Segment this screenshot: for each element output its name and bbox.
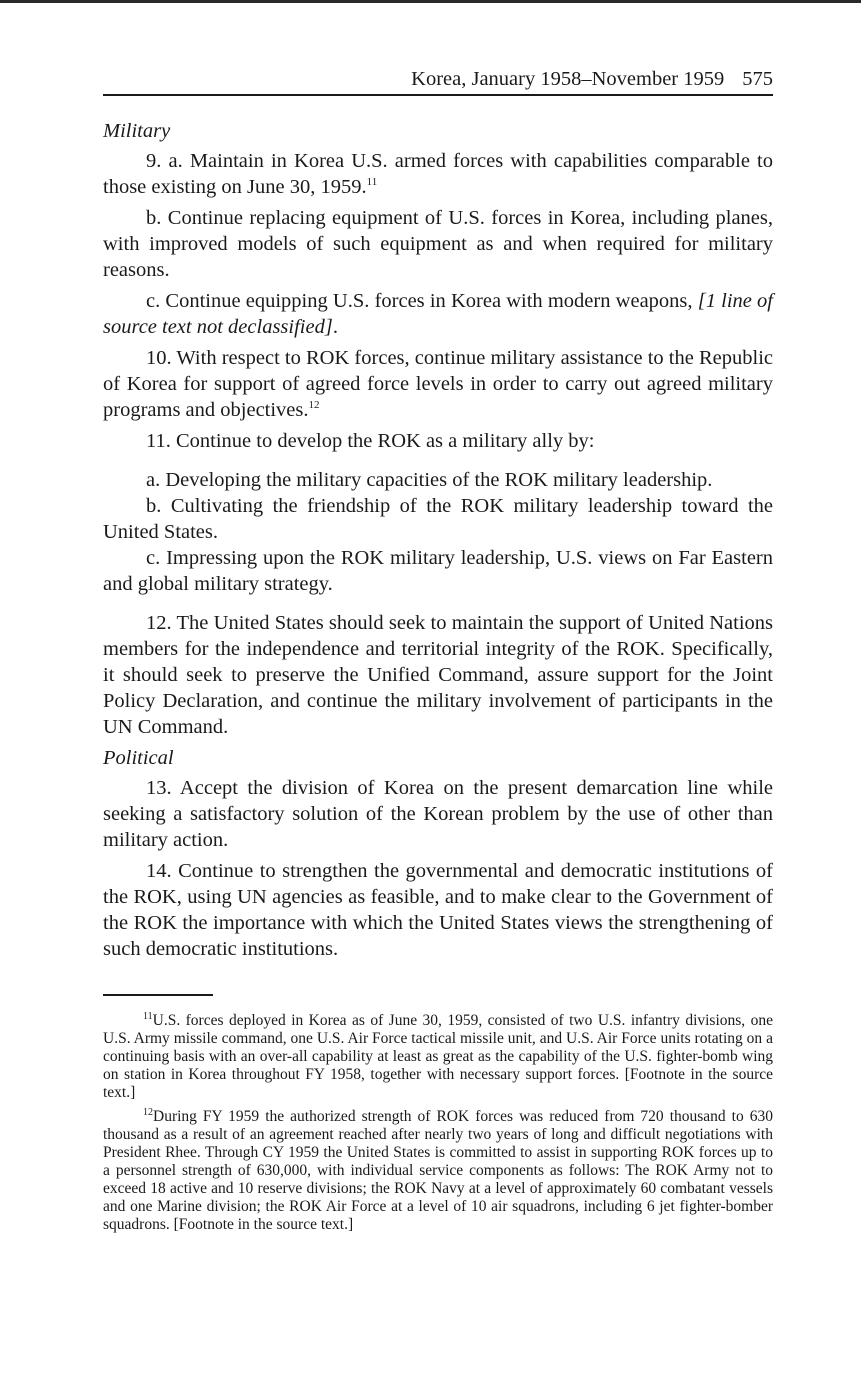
footnote-11-number: 11 bbox=[143, 1010, 153, 1022]
page-number: 575 bbox=[742, 68, 773, 90]
redaction-note: [1 line of source text not declassified] bbox=[103, 290, 774, 338]
scan-top-edge bbox=[0, 0, 861, 3]
paragraph-10 bbox=[103, 345, 773, 423]
paragraph-9b: b. Continue replacing equipment of U.S. forces in Korea, including planes, with improved models of such equipment as and when required for military reasons. bbox=[103, 207, 773, 281]
footnote-divider bbox=[103, 994, 213, 996]
document-page bbox=[103, 62, 773, 1240]
footnote-12-text: During FY 1959 the authorized strength of ROK forces was reduced from 720 thousand to 630 thousand as a result of an agreement reached after nearly two years of long and difficult negotiations with President Rhee. Through CY 1959 the United States is committed to assist in supporting ROK forces up to a personnel strength of 630,000, with individual service components as follows: The ROK Army not to exceed 18 active and 10 reserve divisions; the ROK Navy at a level of approximately 60 combatant vessels and one Marine division; the ROK Air Force at a level of 10 air squadrons, including 6 jet fighter-bomber squadrons. [Footnote in the source text.] bbox=[103, 1108, 773, 1233]
paragraph-11c: c. Impressing upon the ROK military leadership, U.S. views on Far Eastern and global military strategy. bbox=[103, 547, 773, 595]
footnote-12 bbox=[103, 1108, 773, 1234]
paragraph-11: 11. Continue to develop the ROK as a military ally by: bbox=[146, 430, 595, 452]
running-header bbox=[103, 62, 773, 96]
paragraph-13: 13. Accept the division of Korea on the present demarcation line while seeking a satisfactory solution of the Korean problem by the use of other than military action. bbox=[103, 777, 773, 851]
section-heading-military: Military bbox=[103, 120, 171, 142]
footnote-12-number: 12 bbox=[143, 1106, 153, 1118]
footnote-11 bbox=[103, 1012, 773, 1102]
section-heading-political: Political bbox=[103, 747, 174, 769]
paragraph-9c-end: . bbox=[332, 316, 338, 338]
paragraph-10-text: 10. With respect to ROK forces, continue military assistance to the Republic of Korea for support of agreed force levels in order to carry out agreed military programs and objectives. bbox=[103, 347, 773, 421]
header-title: Korea, January 1958–November 1959 bbox=[411, 68, 725, 90]
paragraph-9a bbox=[103, 148, 773, 200]
paragraph-11b: b. Cultivating the friendship of the ROK military leadership toward the United States. bbox=[103, 495, 773, 543]
paragraph-11a: a. Developing the military capacities of the ROK military leadership. bbox=[146, 469, 713, 491]
paragraph-9c-text: c. Continue equipping U.S. forces in Korea with modern weapons, bbox=[146, 290, 698, 312]
paragraph-12: 12. The United States should seek to maintain the support of United Nations members for the independence and territorial integrity of the ROK. Specifically, it should seek to preserve the Unified Command, assure support for the Joint Policy Declaration, and continue the military involvement of participants in the UN Command. bbox=[103, 612, 773, 738]
paragraph-9c bbox=[103, 288, 773, 340]
paragraph-14: 14. Continue to strengthen the governmental and democratic institutions of the ROK, using UN agencies as feasible, and to make clear to the Government of the ROK the importance with which the United States views the strengthening of such democratic institutions. bbox=[103, 860, 773, 960]
footnote-ref-11[interactable]: 11 bbox=[366, 176, 378, 189]
footnotes bbox=[103, 1012, 773, 1234]
footnote-ref-12[interactable]: 12 bbox=[308, 399, 320, 412]
document-body bbox=[103, 118, 773, 962]
footnote-11-text: U.S. forces deployed in Korea as of June 30, 1959, consisted of two U.S. infantry divisions, one U.S. Army missile command, one U.S. Air Force tactical missile unit, and U.S. Air Force units rotating on a continuing basis with an over-all capability at least as great as the capability of the U.S. fighter-bomb wing on station in Korea throughout FY 1958, together with necessary support forces. [Footnote in the source text.] bbox=[103, 1012, 773, 1101]
paragraph-9a-text: 9. a. Maintain in Korea U.S. armed forces with capabilities comparable to those existing on June 30, 1959. bbox=[103, 150, 773, 198]
